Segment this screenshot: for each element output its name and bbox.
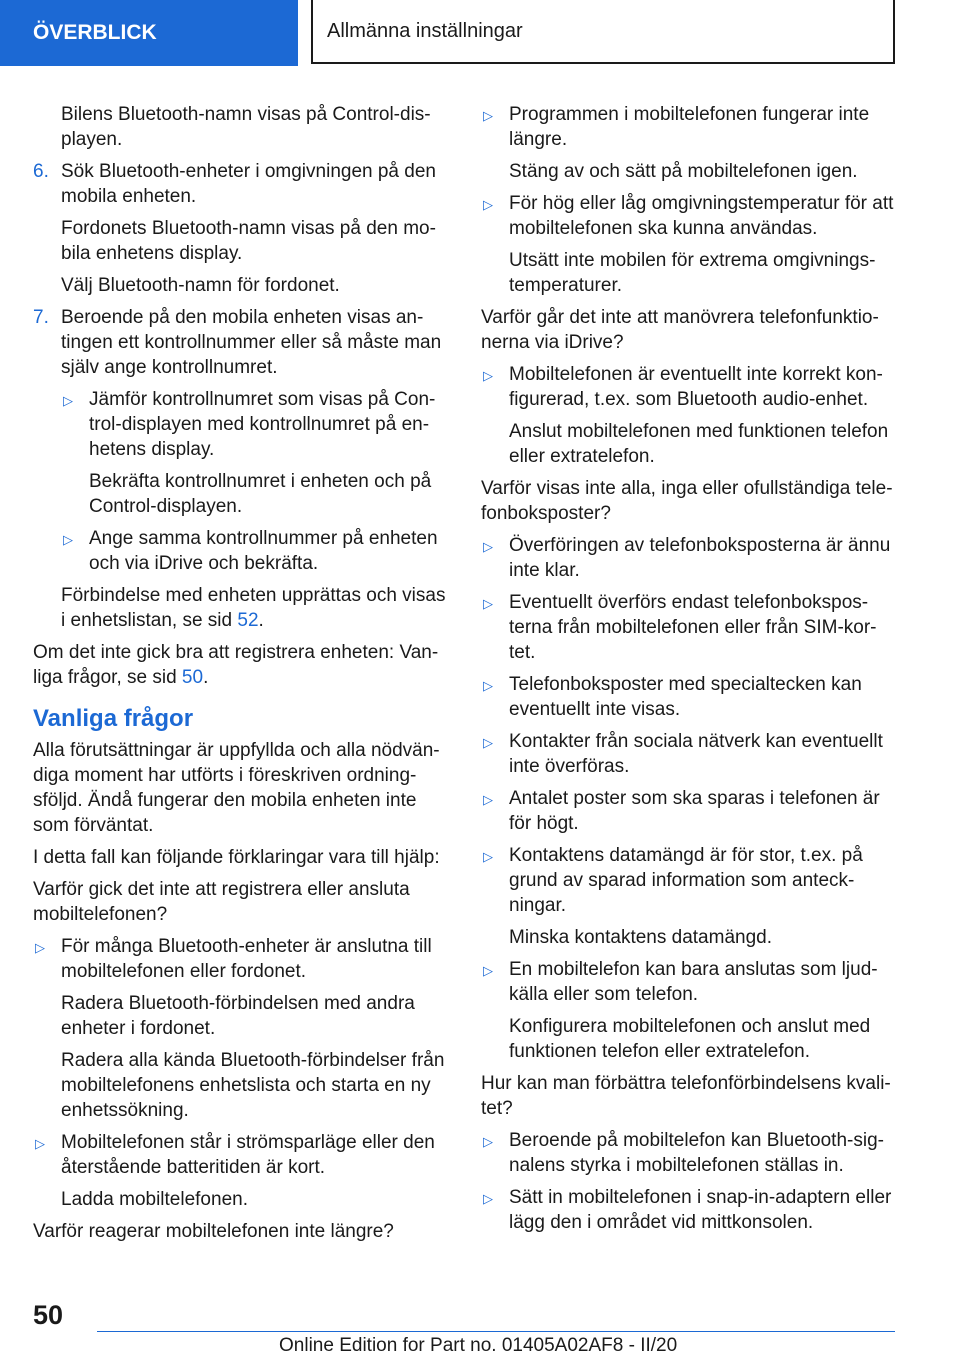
question: Varför går det inte att manövrera telefonfunktio-nerna via iDrive? [481, 307, 879, 353]
footer-divider [97, 1331, 895, 1332]
section-heading: Vanliga frågor [33, 705, 194, 732]
triangle-bullet-icon: ▷ [483, 1191, 493, 1206]
triangle-bullet-icon: ▷ [483, 963, 493, 978]
list-item: ▷ Eventuellt överförs endast telefonbokspos-terna från mobiltelefonen eller från SIM-kor-tet. [483, 592, 877, 663]
list-item: ▷ Antalet poster som ska sparas i telefonen är för högt. [483, 788, 880, 834]
list-item: ▷ En mobiltelefon kan bara anslutas som ljud-källa eller som telefon. [483, 959, 878, 1005]
question: Varför reagerar mobiltelefonen inte längre? [33, 1221, 394, 1242]
step-6: 6. Sök Bluetooth-enheter i omgivningen på den mobila enheten. [33, 161, 436, 207]
list-item: ▷ För hög eller låg omgivningstemperatur för att mobiltelefonen ska kunna användas. [483, 193, 894, 239]
paragraph: Om det inte gick bra att registrera enheten: Van-liga frågor, se sid 50. [33, 642, 439, 688]
triangle-bullet-icon: ▷ [35, 1136, 45, 1151]
question: Varför visas inte alla, inga eller ofullständiga tele-fonboksposter? [481, 478, 893, 524]
list-item: ▷ Telefonboksposter med specialtecken kan eventuellt inte visas. [483, 674, 862, 720]
paragraph: I detta fall kan följande förklaringar vara till hjälp: [33, 847, 440, 868]
list-item: ▷ Sätt in mobiltelefonen i snap-in-adaptern eller lägg den i området vid mittkonsolen. [483, 1187, 892, 1233]
paragraph: Bekräfta kontrollnumret i enheten och på Control-displayen. [89, 471, 432, 517]
question: Varför gick det inte att registrera eller ansluta mobiltelefonen? [33, 879, 410, 925]
list-item: ▷ För många Bluetooth-enheter är anslutna till mobiltelefonen eller fordonet. [35, 936, 432, 982]
paragraph: Anslut mobiltelefonen med funktionen telefon eller extratelefon. [509, 421, 889, 467]
paragraph: Minska kontaktens datamängd. [509, 927, 772, 948]
paragraph: Förbindelse med enheten upprättas och visas i enhetslistan, se sid 52. [61, 585, 446, 631]
triangle-bullet-icon: ▷ [35, 940, 45, 955]
paragraph: Alla förutsättningar är uppfyllda och alla nödvän-diga moment har utförts i föreskriven ordning-sföljd. Ändå fungerar den mobila enheten inte som förväntat. [33, 740, 440, 836]
page-link[interactable]: 50 [181, 667, 204, 688]
triangle-bullet-icon: ▷ [483, 849, 493, 864]
page-number: 50 [33, 1300, 64, 1330]
chapter-tab[interactable] [0, 0, 298, 66]
chapter-label: ÖVERBLICK [33, 21, 157, 44]
list-item: ▷ Kontakter från sociala nätverk kan eventuellt inte överföras. [483, 731, 883, 777]
step-number: 7. [33, 307, 49, 328]
list-item: ▷ Jämför kontrollnumret som visas på Con-trol-displayen med kontrollnumret på en-hetens display. [63, 389, 436, 460]
page-header [0, 0, 960, 66]
paragraph: Konfigurera mobiltelefonen och anslut med funktionen telefon eller extratelefon. [509, 1016, 871, 1062]
triangle-bullet-icon: ▷ [483, 596, 493, 611]
left-column [33, 102, 451, 1251]
triangle-bullet-icon: ▷ [483, 197, 493, 212]
triangle-bullet-icon: ▷ [483, 678, 493, 693]
paragraph: Radera alla kända Bluetooth-förbindelser från mobiltelefonens enhetslista och starta en ny enhetssökning. [61, 1050, 445, 1121]
triangle-bullet-icon: ▷ [483, 1134, 493, 1149]
page-link[interactable]: 52 [237, 610, 259, 631]
triangle-bullet-icon: ▷ [63, 393, 73, 408]
list-item: ▷ Ange samma kontrollnummer på enheten och via iDrive och bekräfta. [63, 528, 438, 574]
list-item: ▷ Mobiltelefonen är eventuellt inte korrekt kon-figurerad, t.ex. som Bluetooth audio-enhet. [483, 364, 883, 410]
paragraph: Bilens Bluetooth-namn visas på Control-dis- playen. [61, 104, 431, 150]
section-label: Allmänna inställningar [327, 19, 523, 42]
triangle-bullet-icon: ▷ [483, 539, 493, 554]
step-7: 7. Beroende på den mobila enheten visas an-tingen ett kontrollnummer eller så måste man själv ange kontrollnumret. [33, 307, 442, 378]
triangle-bullet-icon: ▷ [483, 735, 493, 750]
step-number: 6. [33, 161, 49, 182]
section-tab [311, 0, 895, 64]
list-item: ▷ Beroende på mobiltelefon kan Bluetooth-sig-nalens styrka i mobiltelefonen ställas in. [483, 1130, 884, 1176]
paragraph: Fordonets Bluetooth-namn visas på den mo-bila enhetens display. [61, 218, 436, 264]
right-column [481, 102, 899, 1242]
triangle-bullet-icon: ▷ [63, 532, 73, 547]
paragraph: Stäng av och sätt på mobiltelefonen igen. [509, 161, 858, 182]
list-item: ▷ Överföringen av telefonboksposterna är ännu inte klar. [483, 535, 891, 581]
triangle-bullet-icon: ▷ [483, 108, 493, 123]
question: Hur kan man förbättra telefonförbindelsens kvali-tet? [481, 1073, 891, 1119]
list-item: ▷ Programmen i mobiltelefonen fungerar inte längre. [483, 104, 870, 150]
triangle-bullet-icon: ▷ [483, 368, 493, 383]
list-item: ▷ Mobiltelefonen står i strömsparläge eller den återstående batteritiden är kort. [35, 1132, 435, 1178]
footer-text: Online Edition for Part no. 01405A02AF8 - II/20 [279, 1335, 678, 1356]
triangle-bullet-icon: ▷ [483, 792, 493, 807]
paragraph: Radera Bluetooth-förbindelsen med andra enheter i fordonet. [61, 993, 415, 1039]
list-item: ▷ Kontaktens datamängd är för stor, t.ex. på grund av sparad information som anteck-ningar. [483, 845, 863, 916]
paragraph: Utsätt inte mobilen för extrema omgivnings-temperaturer. [509, 250, 876, 296]
paragraph: Välj Bluetooth-namn för fordonet. [61, 275, 340, 296]
paragraph: Ladda mobiltelefonen. [61, 1189, 248, 1210]
